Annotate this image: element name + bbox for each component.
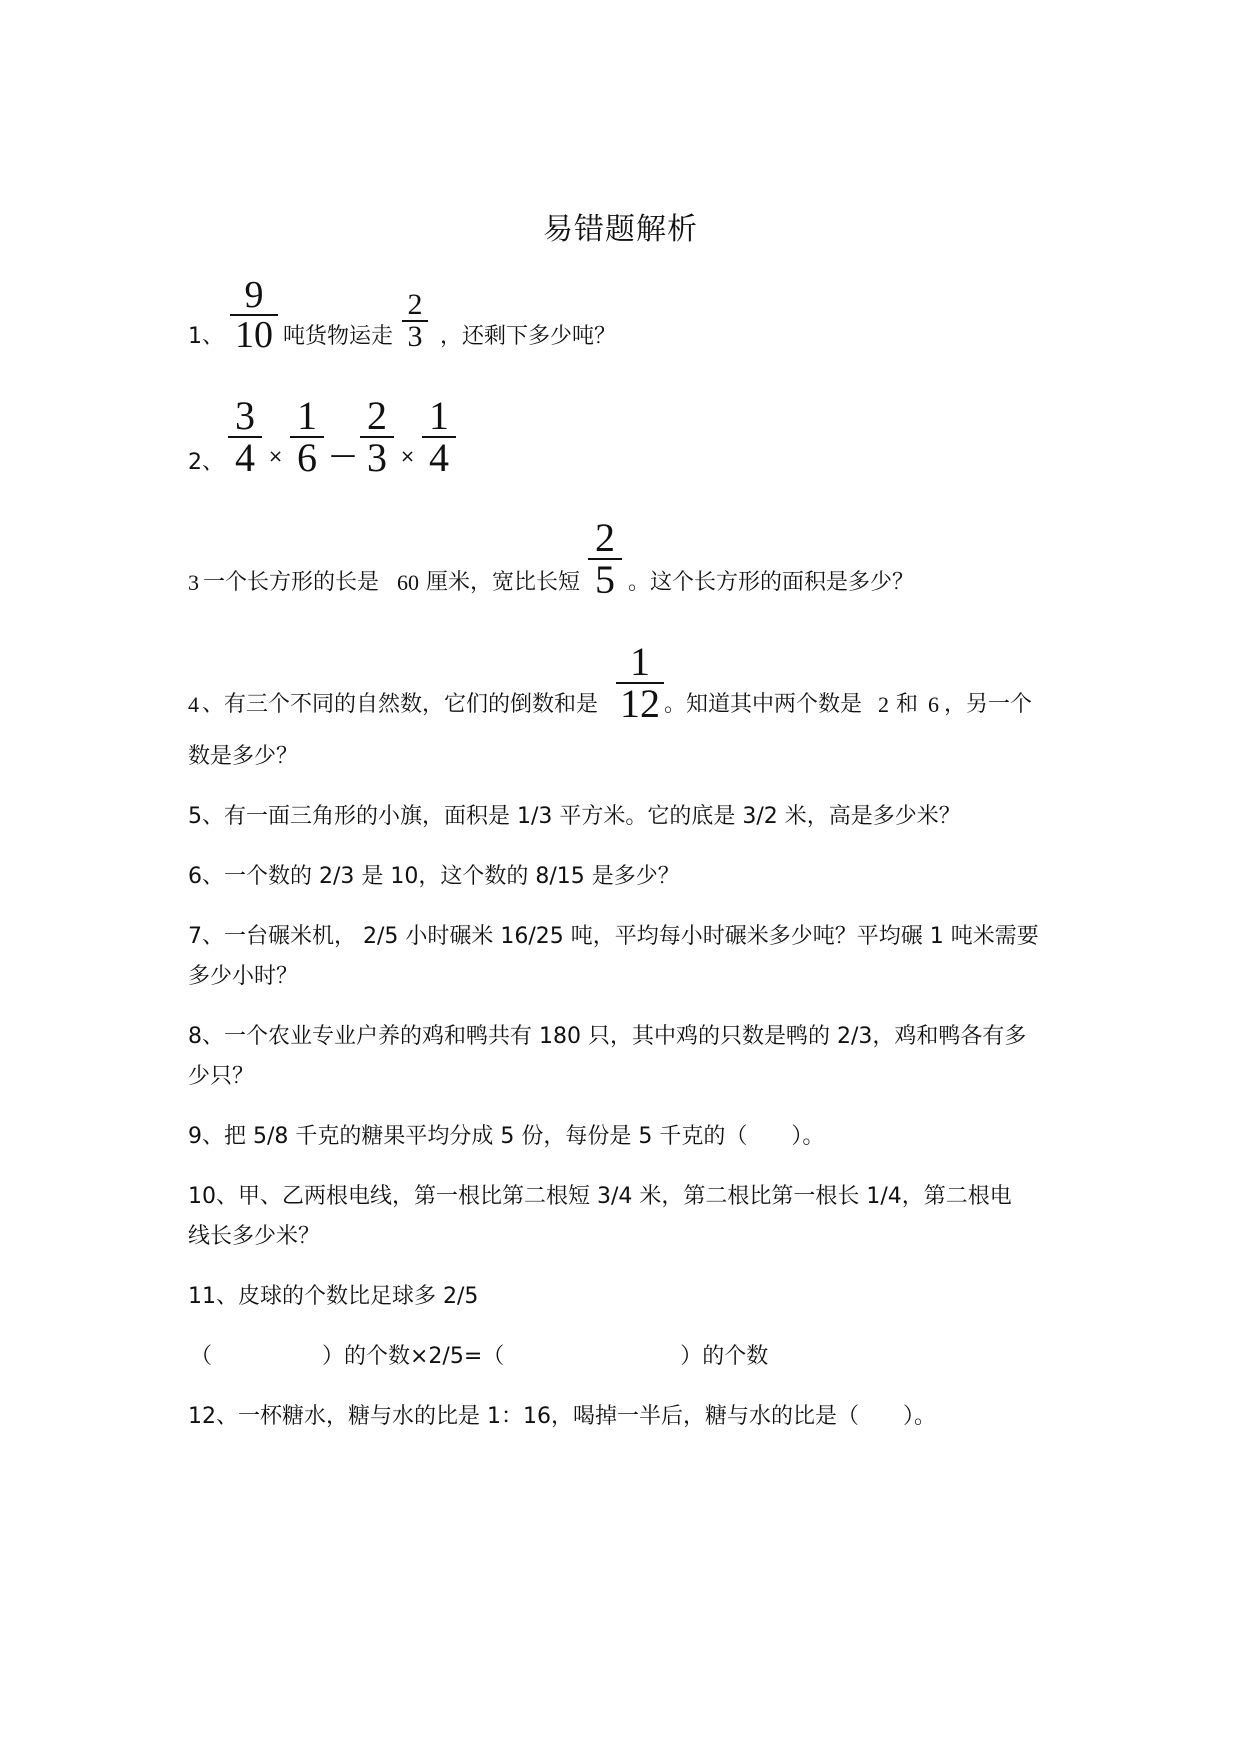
q1-number: 1、 xyxy=(188,324,224,349)
times-sign: × xyxy=(268,446,284,467)
q1-text: 吨货物运走 xyxy=(283,324,394,349)
q1-fraction-2-numerator: 2 xyxy=(407,288,423,321)
q2-fraction-b-numerator: 1 xyxy=(297,393,317,438)
q4-number: 4 xyxy=(188,692,199,717)
q3-text: 一个长方形的长是 xyxy=(203,570,380,595)
q4-value-2: 6 xyxy=(928,692,939,717)
q2-fraction-c-numerator: 2 xyxy=(367,393,387,438)
q4-and: 和 xyxy=(896,692,919,717)
q3-fraction xyxy=(588,515,622,602)
q11-line-1: 11、皮球的个数比足球多 2/5 xyxy=(188,1284,479,1309)
question-12: 12、一杯糖水，糖与水的比是 1：16，喝掉一半后，糖与水的比是（ ）。 xyxy=(188,1404,936,1429)
q3-tail: 。这个长方形的面积是多少？ xyxy=(628,570,915,595)
q1-fraction-1-denominator: 10 xyxy=(235,314,273,356)
times-sign: × xyxy=(400,446,416,467)
q4-tail-b: ，另一个 xyxy=(944,692,1033,717)
q2-fraction-a-denominator: 4 xyxy=(235,435,255,480)
q1-fraction-2 xyxy=(402,290,428,352)
q1-fraction-1 xyxy=(230,276,278,354)
q4-text: 、有三个不同的自然数，它们的倒数和是 xyxy=(202,692,599,717)
page-title: 易错题解析 xyxy=(543,212,698,247)
q8-line-1: 8、一个农业专业户养的鸡和鸭共有 180 只，其中鸡的只数是鸭的 2/3，鸡和鸭各有多 xyxy=(188,1024,1027,1049)
q2-fraction-b-denominator: 6 xyxy=(297,435,317,480)
q2-number: 2、 xyxy=(188,450,224,475)
q7-line-1: 7、一台碾米机， 2/5 小时碾米 16/25 吨，平均每小时碾米多少吨？平均碾 1 吨米需要 xyxy=(188,924,1039,949)
q2-fraction-c xyxy=(360,393,394,480)
q1-tail: ，还剩下多少吨？ xyxy=(440,324,617,349)
minus-sign: — xyxy=(330,440,356,470)
q3-fraction-numerator: 2 xyxy=(595,515,615,560)
question-5: 5、有一面三角形的小旗，面积是 1/3 平方米。它的底是 3/2 米，高是多少米？ xyxy=(188,804,961,829)
q4-fraction-denominator: 12 xyxy=(620,681,660,726)
q2-fraction-b xyxy=(290,393,324,480)
q1-fraction-1-numerator: 9 xyxy=(244,274,264,316)
q11-line-2: （ ）的个数×2/5=（ ）的个数 xyxy=(190,1344,769,1369)
q4-tail-a: 。知道其中两个数是 xyxy=(664,692,863,717)
question-6: 6、一个数的 2/3 是 10，这个数的 8/15 是多少？ xyxy=(188,864,680,889)
q3-fraction-denominator: 5 xyxy=(595,557,615,602)
q2-fraction-d-denominator: 4 xyxy=(429,435,449,480)
q2-fraction-d xyxy=(422,393,456,480)
q4-value-1: 2 xyxy=(878,692,889,717)
q10-line-1: 10、甲、乙两根电线，第一根比第二根短 3/4 米，第二根比第一根长 1/4，第二根电 xyxy=(188,1184,1012,1209)
q1-fraction-2-denominator: 3 xyxy=(407,320,423,353)
q3-unit: 厘米，宽比长短 xyxy=(426,570,581,595)
q4-fraction-numerator: 1 xyxy=(630,639,650,684)
q2-fraction-c-denominator: 3 xyxy=(367,435,387,480)
q2-fraction-a-numerator: 3 xyxy=(235,393,255,438)
question-9: 9、把 5/8 千克的糖果平均分成 5 份，每份是 5 千克的（ ）。 xyxy=(188,1124,825,1149)
q2-fraction-d-numerator: 1 xyxy=(429,393,449,438)
q3-length: 60 xyxy=(397,570,419,595)
q10-line-2: 线长多少米？ xyxy=(188,1224,321,1249)
q4-line-2: 数是多少？ xyxy=(188,744,299,769)
q4-fraction xyxy=(616,639,664,726)
q7-line-2: 多少小时？ xyxy=(188,964,299,989)
q3-number: 3 xyxy=(188,570,199,595)
q8-line-2: 少只？ xyxy=(188,1064,255,1089)
q2-fraction-a xyxy=(228,393,262,480)
